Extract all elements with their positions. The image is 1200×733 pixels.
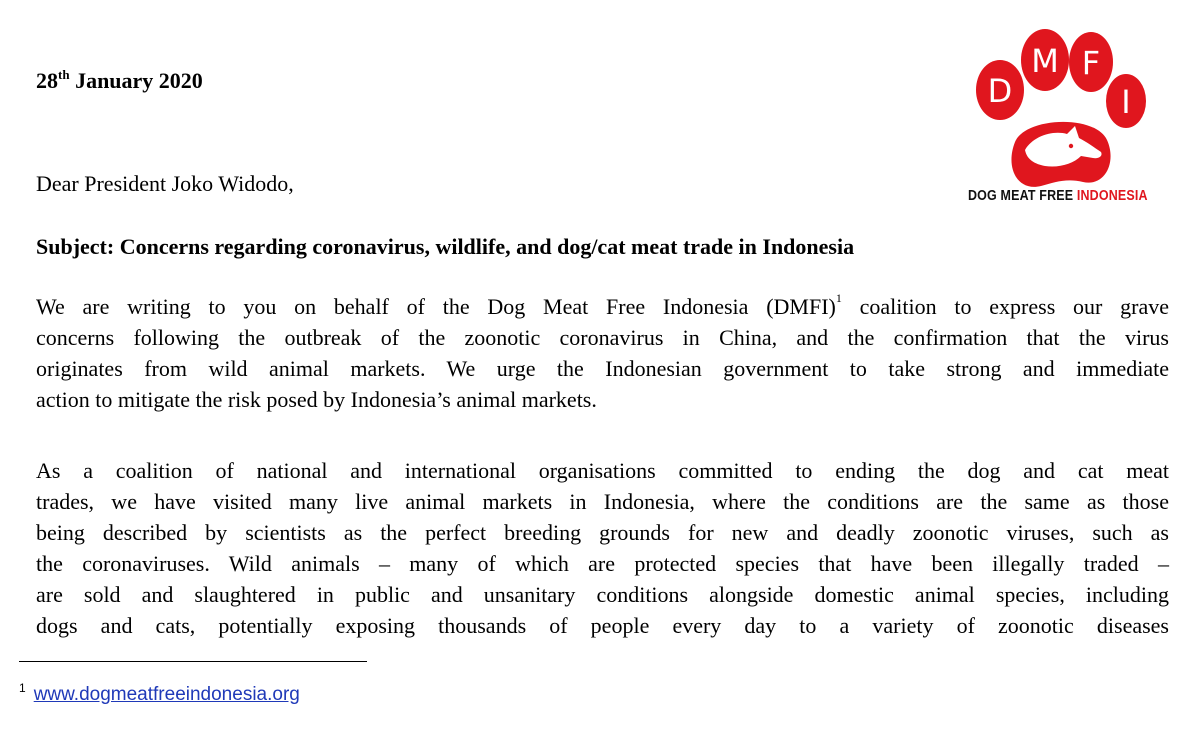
letter-date: 28th January 2020 — [36, 67, 203, 93]
subject-line: Subject: Concerns regarding coronavirus, wildlife, and dog/cat meat trade in Indonesia — [36, 234, 855, 259]
paragraph-2-line: are sold and slaughtered in public and unsanitary conditions alongside domestic animal species, including — [36, 582, 1169, 607]
logo-letter-f: F — [1081, 44, 1101, 82]
logo-letter-i: I — [1121, 83, 1131, 121]
footnote-separator — [19, 661, 367, 662]
paragraph-2-line: As a coalition of national and international organisations committed to ending the dog and cat meat — [36, 458, 1169, 483]
paragraph-1-line-2: concerns following the outbreak of the zoonotic coronavirus in China, and the confirmation that the virus — [36, 325, 1169, 350]
salutation: Dear President Joko Widodo, — [36, 171, 294, 196]
footnote-marker: 1 — [19, 681, 26, 695]
paragraph-2 — [36, 455, 1169, 641]
logo-wordmark: DOG MEAT FREE INDONESIA — [968, 188, 1148, 204]
footnote — [19, 681, 300, 706]
paragraph-1-line-4: action to mitigate the risk posed by Indonesia’s animal markets. — [36, 387, 597, 412]
paragraph-2-line: the coronaviruses. Wild animals – many of which are protected species that have been illegally traded – — [36, 551, 1169, 576]
footnote-link[interactable]: www.dogmeatfreeindonesia.org — [33, 684, 300, 705]
paragraph-1-line-1: We are writing to you on behalf of the Dog Meat Free Indonesia (DMFI)$^1$ coalition to express our grave — [36, 291, 1169, 319]
paragraph-1 — [36, 291, 1169, 415]
footnote-ref: 1 — [835, 291, 842, 305]
paragraph-2-line: trades, we have visited many live animal markets in Indonesia, where the conditions are the same as those — [36, 489, 1169, 514]
logo-letter-d: D — [987, 72, 1013, 110]
paragraph-2-line: being described by scientists as the perfect breeding grounds for new and deadly zoonotic viruses, such as — [36, 520, 1169, 545]
logo-letter-m: M — [1031, 42, 1059, 80]
dog-eye-icon — [1069, 144, 1073, 148]
paragraph-1-line-3: originates from wild animal markets. We urge the Indonesian government to take strong and immediate — [36, 356, 1169, 381]
paragraph-2-line: dogs and cats, potentially exposing thousands of people every day to a variety of zoonotic diseases — [36, 613, 1169, 638]
